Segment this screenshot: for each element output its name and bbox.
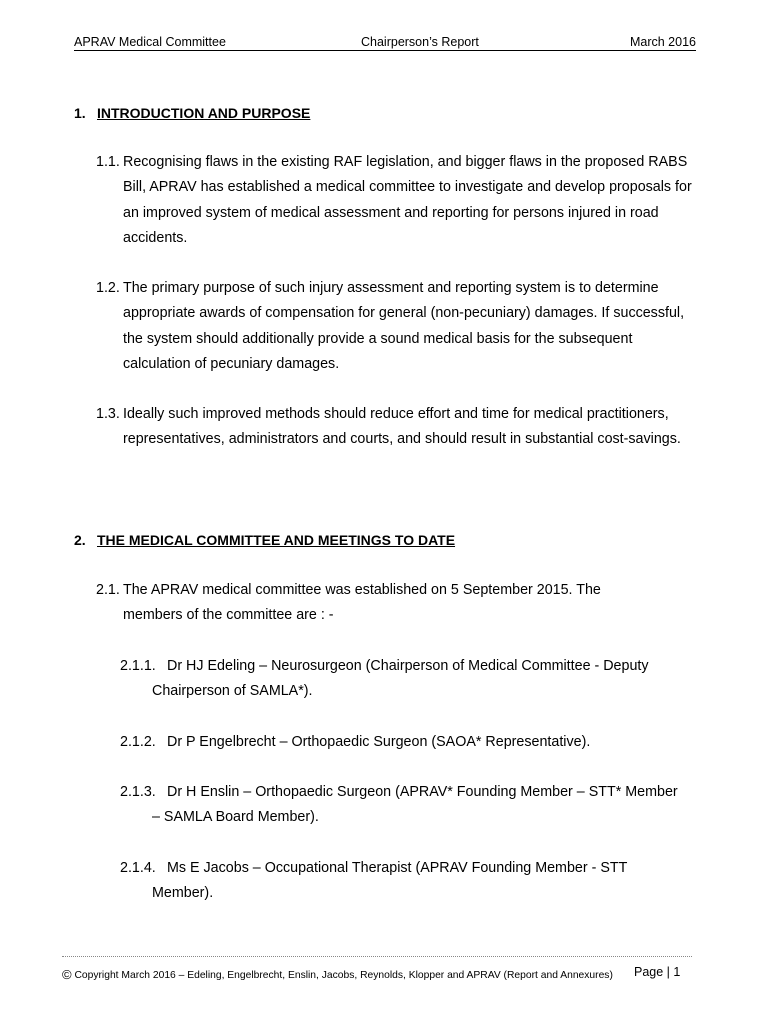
paragraph — [96, 150, 696, 251]
member-number: 2.1.4. — [120, 860, 156, 876]
member-text: Dr H Enslin – Orthopaedic Surgeon (APRAV* Founding Member – STT* Member – SAMLA Board Member). — [152, 784, 678, 826]
section-heading — [74, 105, 674, 123]
footer-rule — [62, 956, 692, 957]
paragraph-number: 1.1. — [96, 154, 120, 170]
member-number: 2.1.2. — [120, 734, 156, 750]
paragraph-text: Recognising flaws in the existing RAF legislation, and bigger flaws in the proposed RABS Bill, APRAV has established a medical committee to investigate and develop proposals for an improved system of medical assessment and reporting for persons injured in road accidents. — [123, 154, 692, 246]
paragraph — [96, 578, 696, 629]
section-title: INTRODUCTION AND PURPOSE — [97, 105, 311, 121]
page-number: Page | 1 — [634, 965, 681, 979]
member-number: 2.1.1. — [120, 658, 156, 674]
paragraph-text: The primary purpose of such injury assessment and reporting system is to determine appropriate awards of compensation for general (non-pecuniary) damages. If successful, the system should additionally provide a sound medical basis for the subsequent calculation of pecuniary damages. — [123, 280, 685, 372]
member-text: Ms E Jacobs – Occupational Therapist (APRAV Founding Member - STT Member). — [152, 860, 628, 902]
member-number: 2.1.3. — [120, 784, 156, 800]
member-text: Dr HJ Edeling – Neurosurgeon (Chairperson of Medical Committee - Deputy Chairperson of SAMLA*). — [152, 658, 649, 700]
section-number: 2. — [74, 532, 86, 548]
paragraph-number: 1.2. — [96, 280, 120, 296]
paragraph — [96, 402, 696, 453]
member-text: Dr P Engelbrecht – Orthopaedic Surgeon (SAOA* Representative). — [167, 734, 591, 750]
paragraph — [96, 276, 696, 377]
paragraph-number: 2.1. — [96, 582, 120, 598]
paragraph-text: Ideally such improved methods should reduce effort and time for medical practitioners, representatives, administrators and courts, and should result in substantial cost-savings. — [123, 406, 681, 448]
copyright-text: Copyright March 2016 – Edeling, Engelbrecht, Enslin, Jacobs, Reynolds, Klopper and APRAV (Report and Annexures) — [74, 970, 613, 981]
header-rule — [74, 50, 696, 51]
paragraph-number: 1.3. — [96, 406, 120, 422]
header-org: APRAV Medical Committee — [74, 35, 226, 49]
section-number: 1. — [74, 105, 86, 121]
member-item — [120, 730, 700, 755]
copyright-symbol: © — [62, 967, 72, 982]
section-title: THE MEDICAL COMMITTEE AND MEETINGS TO DATE — [97, 532, 456, 548]
member-item — [120, 856, 700, 907]
header-date: March 2016 — [629, 35, 696, 49]
member-item — [120, 780, 700, 831]
page-footer — [62, 965, 681, 982]
section-heading — [74, 532, 674, 550]
member-item — [120, 654, 700, 705]
header-report-title: Chairperson’s Report — [361, 35, 479, 49]
paragraph-text: The APRAV medical committee was established on 5 September 2015. The members of the committee are : - — [123, 582, 601, 624]
